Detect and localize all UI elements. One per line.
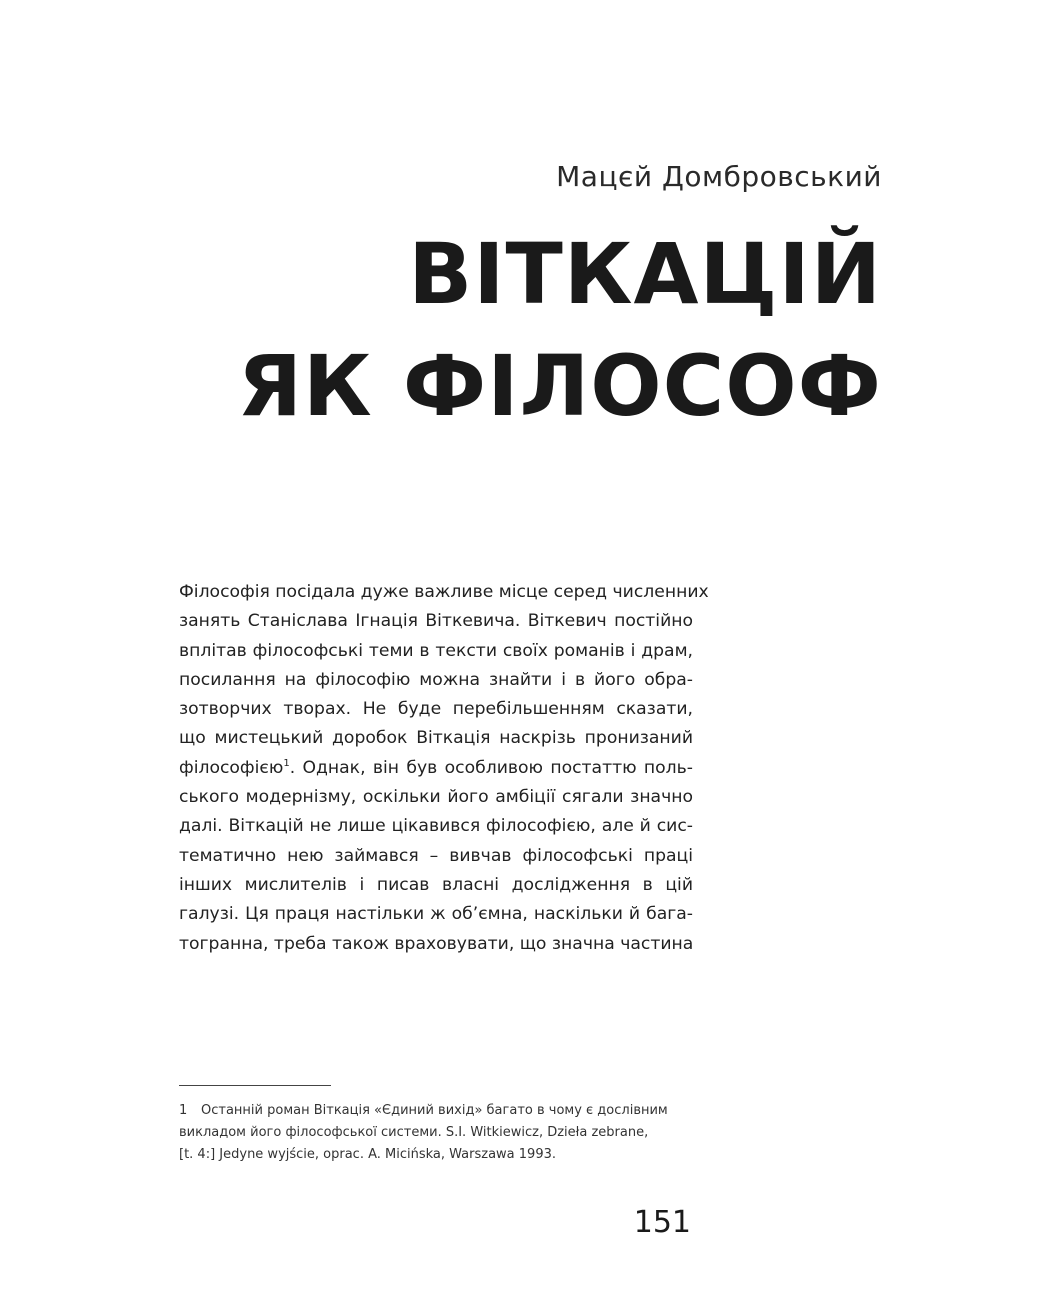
body-line: що мистецький доробок Віткація наскрізь пронизаний [179, 728, 693, 749]
chapter-title-line-2: ЯК ФІЛОСОФ [237, 337, 882, 435]
footnote-number: 1 [179, 1103, 188, 1118]
body-line: тогранна, треба також враховувати, що значна частина [179, 933, 694, 954]
body-line: посилання на філософію можна знайти і в його обра- [179, 669, 693, 690]
body-line: галузі. Ця праця настільки ж об’ємна, наскільки й бага- [179, 904, 693, 925]
body-line-with-footnote [179, 754, 693, 783]
footnote [179, 1100, 693, 1166]
body-line: тематично нею займався – вивчав філософські праці [179, 845, 693, 866]
body-line: занять Станіслава Ігнація Віткевича. Віткевич постійно [179, 611, 693, 632]
footnote-line [179, 1100, 693, 1122]
footnote-text: Останній роман Віткація «Єдиний вихід» багато в чому є дослівним [201, 1103, 668, 1118]
body-line: Філософія посідала дуже важливе місце серед численних [179, 582, 709, 602]
footnote-reference[interactable]: 1 [283, 757, 290, 769]
footnote-line: [t. 4:] Jedyne wyjście, oprac. A. Micińska, Warszawa 1993. [179, 1147, 556, 1162]
body-line: зотворчих творах. Не буде перебільшенням сказати, [179, 699, 693, 720]
body-line-segment: філософією [179, 757, 284, 778]
body-line: ського модернізму, оскільки його амбіції сягали значно [179, 787, 693, 808]
chapter-title [237, 218, 882, 442]
body-paragraph [179, 578, 709, 959]
body-line: інших мислителів і писав власні дослідження в цій [179, 874, 693, 895]
body-line-segment: . Однак, він був особливою постаттю поль- [289, 757, 693, 778]
body-line: далі. Віткацій не лише цікавився філософією, але й сис- [179, 816, 693, 837]
page-number: 151 [633, 1205, 691, 1240]
footnote-line: викладом його філософської системи. S.I. Witkiewicz, Dzieła zebrane, [179, 1125, 649, 1140]
chapter-title-line-1: ВІТКАЦІЙ [408, 225, 882, 323]
author-name: Мацєй Домбровський [556, 160, 882, 193]
footnote-separator [179, 1085, 331, 1086]
body-line: вплітав філософські теми в тексти своїх романів і драм, [179, 640, 693, 661]
